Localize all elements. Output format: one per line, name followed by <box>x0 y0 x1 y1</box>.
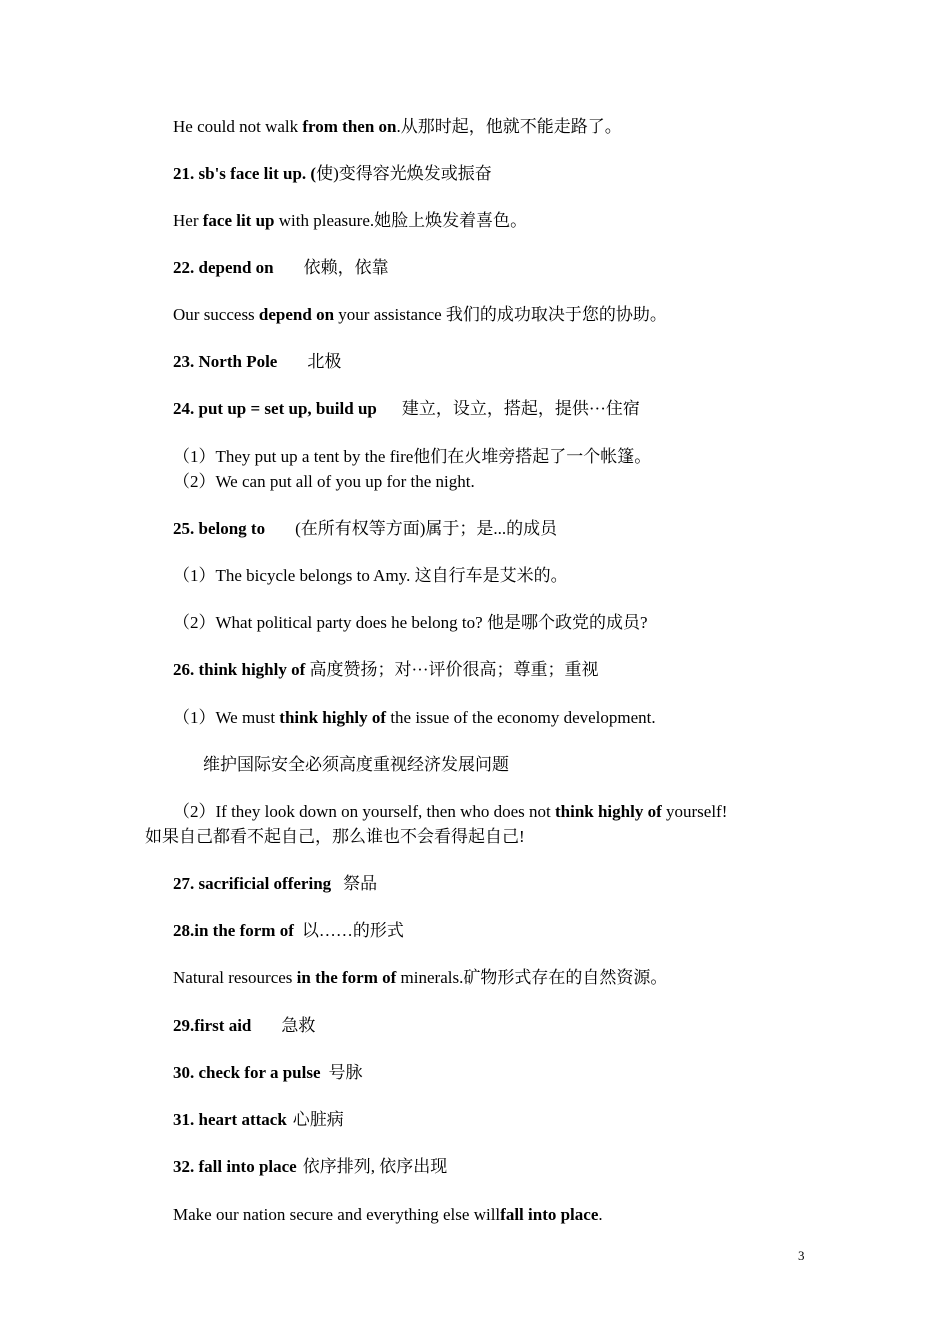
phrase-entry-24 <box>173 398 640 420</box>
phrase-entry-26 <box>173 659 599 681</box>
phrase: think highly of <box>554 802 662 821</box>
example-sentence <box>173 116 622 138</box>
phrase: 22. depend on <box>173 258 274 277</box>
example-sentence <box>173 967 667 989</box>
text: . <box>598 1205 603 1224</box>
example-sentence <box>173 801 727 823</box>
phrase: 31. heart attack <box>173 1110 287 1129</box>
text: （1）We must <box>173 708 280 727</box>
translation: 维护国际安全必须高度重视经济发展问题 <box>203 755 509 774</box>
text: （2）What political party does he belong to? 他是哪个政党的成员? <box>173 613 648 632</box>
phrase-entry-27 <box>173 873 377 895</box>
phrase-entry-22 <box>173 257 389 279</box>
meaning: 依序排列, 依序出现 <box>302 1157 448 1176</box>
phrase: in the form of <box>296 968 397 987</box>
meaning: 心脏病 <box>292 1110 344 1129</box>
meaning: 使)变得容光焕发或振奋 <box>316 164 492 183</box>
page-number: 3 <box>798 1248 805 1263</box>
example-sentence <box>173 210 527 232</box>
text: the issue of the economy development. <box>386 708 656 727</box>
phrase: face lit up <box>202 211 275 230</box>
meaning: 高度赞扬；对···评价很高；尊重；重视 <box>305 660 599 679</box>
example-sentence <box>173 471 475 493</box>
phrase: fall into place <box>500 1205 599 1224</box>
text: Make our nation secure and everything else will <box>173 1205 501 1224</box>
text: Her <box>173 211 203 230</box>
text: Natural resources <box>173 968 297 987</box>
meaning: (在所有权等方面)属于；是...的成员 <box>295 519 558 538</box>
phrase: 29.first aid <box>173 1016 252 1035</box>
phrase: 24. put up = set up, build up <box>173 399 377 418</box>
meaning: 祭品 <box>343 874 378 893</box>
phrase-entry-28 <box>173 920 404 942</box>
phrase: 30. check for a pulse <box>173 1063 321 1082</box>
phrase-entry-30 <box>173 1062 363 1084</box>
phrase: think highly of <box>279 708 387 727</box>
phrase: 25. belong to <box>173 519 266 538</box>
phrase: 27. sacrificial offering <box>173 874 332 893</box>
text: （2）We can put all of you up for the night. <box>173 472 475 491</box>
meaning: 建立，设立，搭起，提供···住宿 <box>401 399 640 418</box>
example-sentence <box>173 612 648 634</box>
phrase-entry-25 <box>173 518 557 540</box>
text: yourself! <box>661 802 728 821</box>
translation: your assistance 我们的成功取决于您的协助。 <box>334 305 667 324</box>
meaning: 以……的形式 <box>301 921 404 940</box>
example-sentence <box>173 565 568 587</box>
text: （1）They put up a tent by the fire他们在火堆旁搭起了一个帐篷。 <box>173 447 652 466</box>
text: （1）The bicycle belongs to Amy. 这自行车是艾米的。 <box>173 566 568 585</box>
meaning: 急救 <box>281 1016 316 1035</box>
text: （2）If they look down on yourself, then who does not <box>173 802 555 821</box>
meaning: 号脉 <box>328 1063 363 1082</box>
translation: 如果自己都看不起自己，那么谁也不会看得起自己! <box>145 827 525 846</box>
phrase: depend on <box>258 305 335 324</box>
phrase-entry-29 <box>173 1015 315 1037</box>
example-sentence <box>173 304 667 326</box>
translation: minerals.矿物形式存在的自然资源。 <box>396 968 668 987</box>
phrase-entry-23 <box>173 351 341 373</box>
phrase-entry-32 <box>173 1156 447 1178</box>
example-sentence <box>173 707 656 729</box>
phrase: from then on <box>302 117 397 136</box>
text: He could not walk <box>173 117 303 136</box>
phrase: 28.in the form of <box>173 921 294 940</box>
phrase: 23. North Pole <box>173 352 278 371</box>
phrase: 32. fall into place <box>173 1157 297 1176</box>
example-sentence <box>173 1204 603 1226</box>
meaning: 依赖，依靠 <box>303 258 389 277</box>
phrase-entry-21 <box>173 163 492 185</box>
translation: with pleasure.她脸上焕发着喜色。 <box>274 211 528 230</box>
translation-line <box>145 826 525 848</box>
phrase-entry-31 <box>173 1109 344 1131</box>
translation: .从那时起，他就不能走路了。 <box>396 117 622 136</box>
meaning: 北极 <box>307 352 342 371</box>
phrase: 21. sb's face lit up. ( <box>173 164 317 183</box>
text: Our success <box>173 305 259 324</box>
phrase: 26. think highly of <box>173 660 306 679</box>
translation-line <box>203 754 509 776</box>
example-sentence <box>173 446 651 468</box>
